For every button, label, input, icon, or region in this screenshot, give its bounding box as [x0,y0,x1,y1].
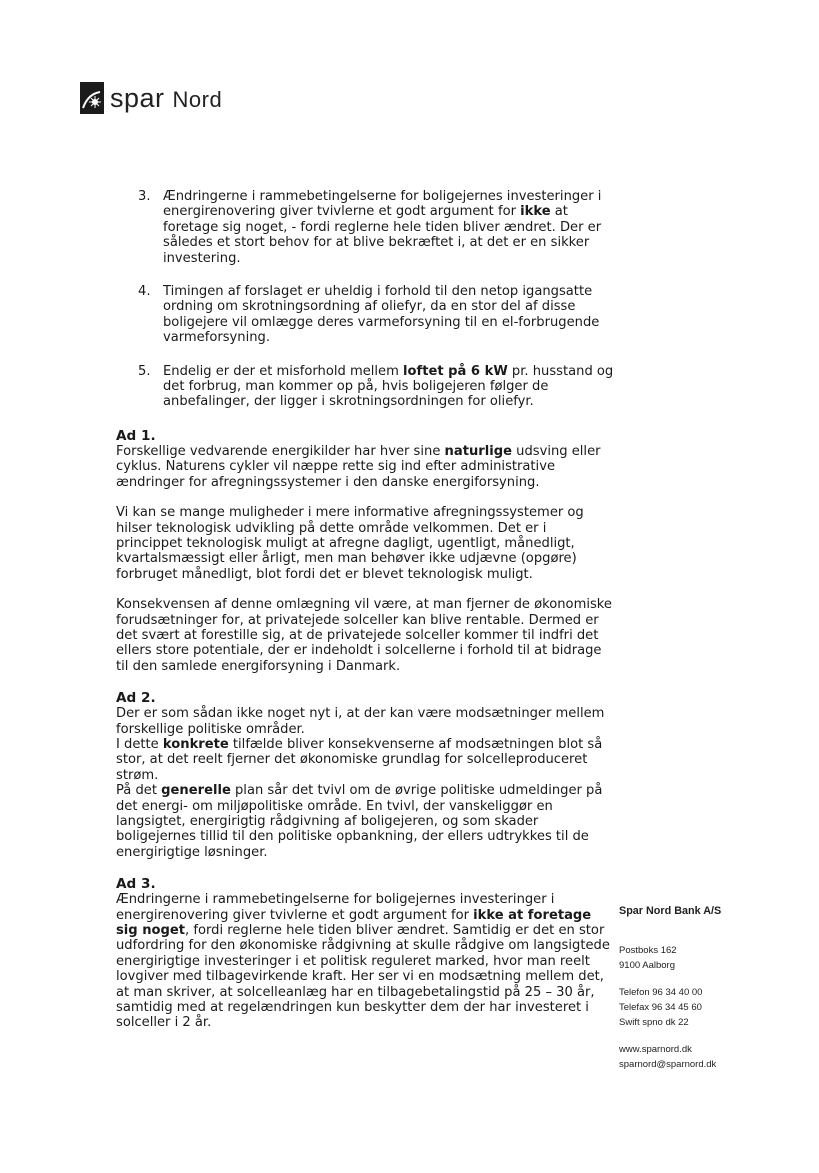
logo-text: spar Nord [110,82,223,113]
letter-body [116,189,616,1031]
website: www.sparnord.dk [619,1044,692,1055]
list-item: 3. Ændringerne i rammebetingelserne for boligejernes investeringer i energirenovering giver tvivlerne et godt argument for ikke at foretage sig noget, - fordi reglerne hele tiden bliver ændret. Der er således et stort behov for at blive bekræftet i, at det er en sikker investering. [138,189,602,266]
list-item: 4. Timingen af forslaget er uheldig i forhold til den netop igangsatte ordning om skrotningsordning af oliefyr, da en stor del af disse boligejere vil omlægge deres varmeforsyning til en el-forbrugende varmeforsyning. [138,284,600,346]
swift: Swift spno dk 22 [619,1017,689,1028]
email: sparnord@sparnord.dk [619,1059,717,1070]
section-ad2 [116,690,616,860]
logo-mark-icon [80,82,104,114]
section-heading: Ad 1. [116,427,156,444]
phone: Telefon 96 34 40 00 [619,987,703,998]
paragraph: Ændringerne i rammebetingelserne for boligejernes investeringer i energirenovering giver tvivlerne et godt argument for ikke at foretage sig noget, fordi reglerne hele tiden bliver ændret. Samtidig er det en stor udfordring for den økonomiske rådgivning at skulle rådgive om langsigtede energirigtige investeringer i et politisk reguleret marked, hvor man reelt lovgiver med tilbagevirkende kraft. Her ser vi en modsætning mellem det, at man skriver, at solcelleanlæg har en tilbagebetalingstid på 25 – 30 år, samtidig med at regelændringen kun beskytter dem der har investeret i solceller i 2 år. [116,892,610,1031]
paragraph: På det generelle plan sår det tvivl om de øvrige politiske udmeldinger på det energi- om miljøpolitiske område. En tvivl, der vanskeliggør en langsigtet, energirigtig rådgivning af boligejeren, og som skader boligejernes tillid til den politiske opbankning, der ellers udtrykkes til de energirigtige løsninger. [116,783,603,860]
section-ad1 [116,428,616,674]
bank-name: Spar Nord Bank A/S [619,905,722,917]
section-heading: Ad 2. [116,690,156,707]
section-heading: Ad 3. [116,876,156,893]
postbox: Postboks 162 [619,945,677,956]
paragraph: I dette konkrete tilfælde bliver konsekvenserne af modsætningen blot så stor, at det reelt fjerner det økonomiske grundlag for solcelleproduceret strøm. [116,736,603,783]
spar-nord-logo [80,82,222,114]
bank-contact-sidebar [619,904,779,1072]
list-number: 4. [138,284,151,300]
paragraph: Der er som sådan ikke noget nyt i, at der kan være modsætninger mellem forskellige politiske områder. [116,706,605,737]
list-number: 5. [138,363,151,379]
paragraph: Konsekvensen af denne omlægning vil være, at man fjerner de økonomiske forudsætninger for, at privatejede solceller kan blive rentable. Dermed er det svært at forestille sig, at de privatejede solceller kommer til indfri det ellers store potentiale, der er indeholdt i solcellerne i forhold til at bidrage til den samlede energiforsyning i Danmark. [116,597,612,674]
fax: Telefax 96 34 45 60 [619,1002,702,1013]
section-ad3 [116,876,616,1031]
paragraph: Forskellige vedvarende energikilder har hver sine naturlige udsving eller cyklus. Naturens cykler vil næppe rette sig ind efter administrative ændringer for afregningssystemer i den danske energiforsyning. [116,443,601,490]
paragraph: Vi kan se mange muligheder i mere informative afregningssystemer og hilser teknologisk udvikling på dette område velkommen. Det er i princippet teknologisk muligt at afregne dagligt, ugentligt, månedligt, kvartalsmæssigt eller årligt, men man behøver ikke udjævne (opgøre) forbruget månedligt, blot fordi det er blevet teknologisk muligt. [116,505,584,582]
list-number: 3. [138,189,151,204]
list-item: 5. Endelig er der et misforhold mellem loftet på 6 kW pr. husstand og det forbrug, man kommer op på, hvis boligejeren følger de anbefalinger, der ligger i skrotningsordningen for oliefyr. [138,363,614,410]
city: 9100 Aalborg [619,960,675,971]
